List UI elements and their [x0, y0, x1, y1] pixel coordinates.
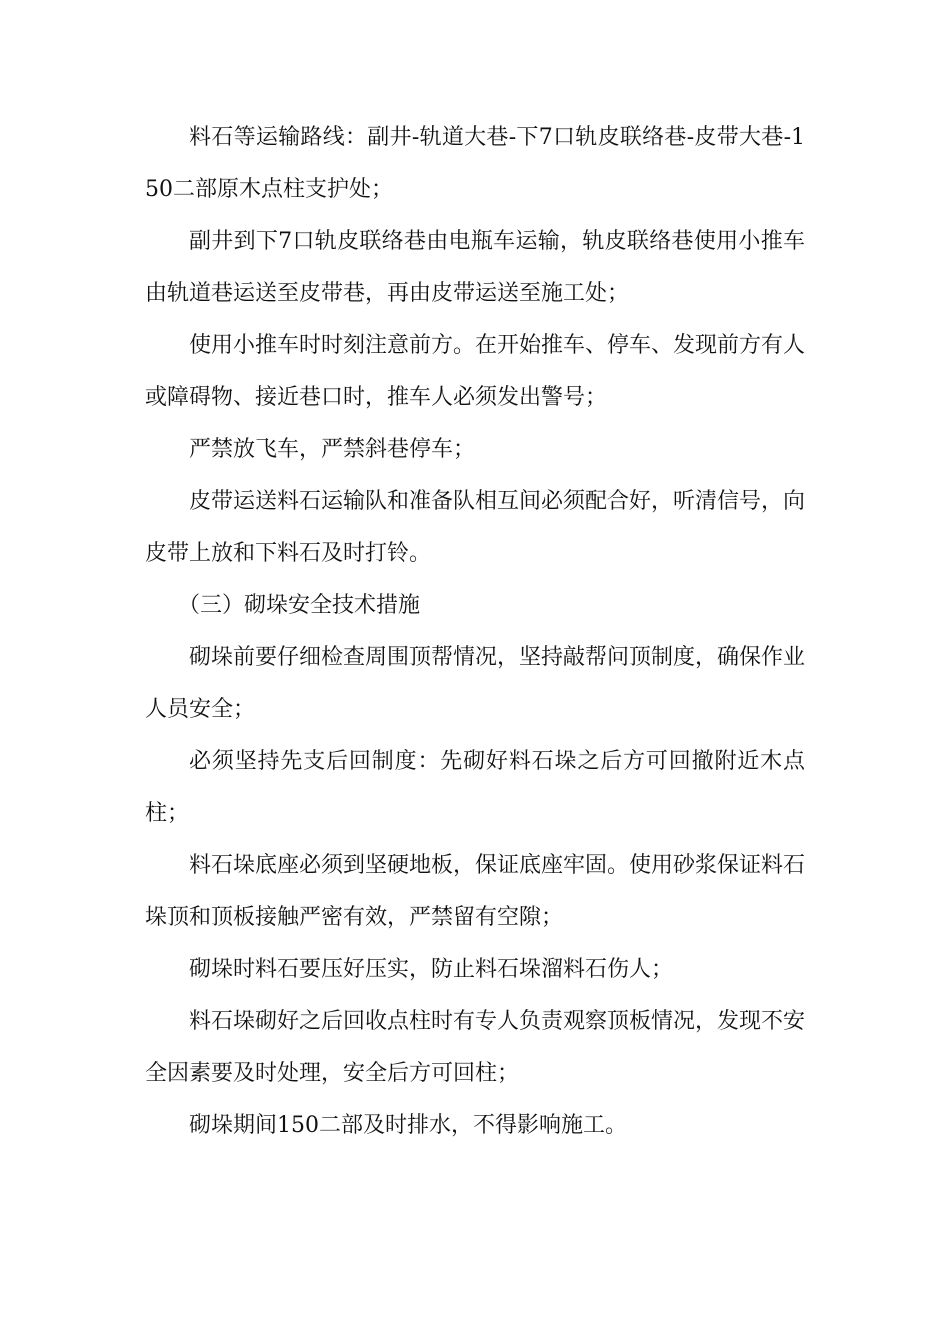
paragraph-compaction: 砌垛时料石要压好压实，防止料石垛溜料石伤人；: [189, 957, 674, 982]
document-body: [145, 112, 805, 1152]
paragraph-roof-check: 砌垛前要仔细检查周围顶帮情况，坚持敲帮问顶制度，确保作业人员安全；: [145, 645, 806, 722]
paragraph-cart-prohibition: 严禁放飞车，严禁斜巷停车；: [189, 437, 476, 462]
section-heading: （三）砌垛安全技术措施: [178, 593, 421, 618]
paragraph-base-requirement: 料石垛底座必须到坚硬地板，保证底座牢固。使用砂浆保证料石垛顶和顶板接触严密有效，严禁留有空隙；: [145, 853, 806, 930]
paragraph-cart-warning: 使用小推车时时刻注意前方。在开始推车、停车、发现前方有人或障碍物、接近巷口时，推车人必须发出警号；: [145, 333, 806, 410]
paragraph-transport-route: 料石等运输路线：副井-轨道大巷-下7口轨皮联络巷-皮带大巷-150二部原木点柱支护处；: [145, 125, 805, 202]
paragraph-support-order: 必须坚持先支后回制度：先砌好料石垛之后方可回撤附近木点柱；: [145, 749, 805, 826]
paragraph-drainage: 砌垛期间150二部及时排水，不得影响施工。: [189, 1113, 627, 1138]
paragraph-belt-coordination: 皮带运送料石运输队和准备队相互间必须配合好，听清信号，向皮带上放和下料石及时打铃。: [145, 489, 806, 566]
paragraph-transport-method: 副井到下7口轨皮联络巷由电瓶车运输，轨皮联络巷使用小推车由轨道巷运送至皮带巷，再由皮带运送至施工处；: [145, 229, 805, 306]
paragraph-pillar-recovery: 料石垛砌好之后回收点柱时有专人负责观察顶板情况，发现不安全因素要及时处理，安全后方可回柱；: [145, 1009, 806, 1086]
